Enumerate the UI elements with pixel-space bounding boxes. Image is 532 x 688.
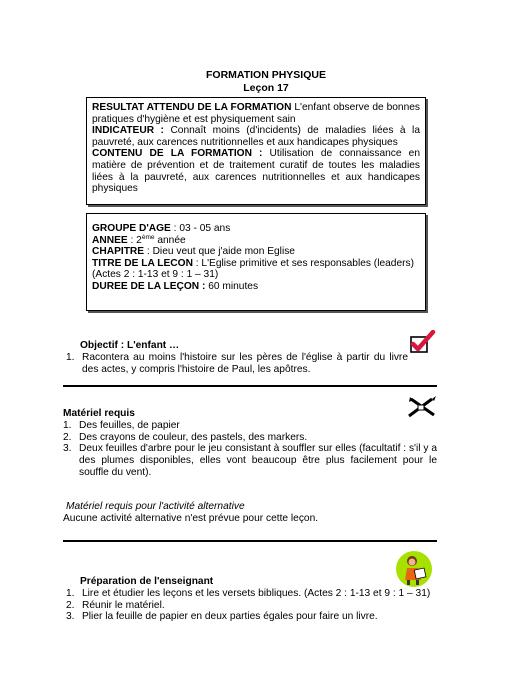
list-number: 2.	[63, 431, 72, 443]
chapitre-line	[92, 246, 420, 258]
list-number: 1.	[66, 351, 75, 363]
list-text: Racontera au moins l'histoire sur les pères de l'église à partir du livre des actes, y compris l'histoire de Paul, les apôtres.	[82, 351, 408, 375]
list-item	[66, 611, 438, 623]
list-item	[66, 600, 438, 612]
list-item	[63, 432, 437, 444]
list-item	[66, 588, 438, 600]
duree-value: 60 minutes	[205, 280, 259, 292]
alternative-section	[63, 501, 437, 525]
info-box	[86, 213, 426, 311]
list-text: Réunir le matériel.	[82, 599, 165, 611]
titre-label: TITRE DE LA LECON	[92, 257, 193, 269]
list-text: Deux feuilles d'arbre pour le jeu consistant à souffler sur elles (facultatif : s'il y a des plumes disponibles, elles vont beaucoup être plus facilement pour le souffle du vent).	[79, 443, 437, 478]
titre-ref: (Actes 2 : 1-13 et 9 : 1 – 31)	[92, 269, 219, 281]
materiel-heading: Matériel requis	[63, 408, 135, 419]
list-number: 3.	[63, 443, 72, 455]
chapitre-label: CHAPITRE	[92, 246, 145, 258]
list-number: 2.	[66, 599, 75, 611]
resultat-paragraph	[92, 102, 420, 125]
chapitre-value: : Dieu veut que j'aide mon Eglise	[144, 246, 295, 258]
materiel-list	[63, 420, 437, 479]
preparation-section	[66, 576, 438, 623]
preparation-heading: Préparation de l'enseignant	[80, 576, 214, 587]
objectif-section	[66, 340, 408, 375]
resultat-text: L'enfant observe de bonnes pratiques d'hygiène et est physiquement sain	[92, 102, 420, 125]
indicateur-label: INDICATEUR :	[92, 125, 164, 137]
preparation-list	[66, 588, 438, 623]
list-text: Des crayons de couleur, des pastels, des markers.	[79, 431, 308, 443]
list-item	[63, 443, 437, 478]
list-item	[66, 352, 408, 376]
resultat-label: RESULTAT ATTENDU DE LA FORMATION	[92, 102, 292, 113]
alternative-text: Aucune activité alternative n'est prévue pour cette leçon.	[63, 512, 319, 524]
list-number: 3.	[66, 611, 75, 623]
page-title: FORMATION PHYSIQUE	[206, 69, 326, 81]
contenu-paragraph	[92, 148, 420, 194]
section-divider	[63, 540, 437, 542]
contenu-label: CONTENU DE LA FORMATION :	[92, 148, 263, 160]
list-number: 1.	[66, 587, 75, 599]
list-text: Plier la feuille de papier en deux parties égales pour faire un livre.	[82, 611, 378, 623]
annee-label: ANNEE	[92, 234, 128, 246]
contenu-text: Utilisation de connaissance en matière de prévention et de traitement curatif de toutes les maladies liées à la pauvreté, aux carences nutritionnelles et aux handicapes physiques	[92, 148, 420, 195]
indicateur-text: Connaît moins (d'incidents) de maladies liées à la pauvreté, aux carences nutritionnelles et aux handicapes physiques	[92, 125, 420, 148]
annee-value-suffix: année	[154, 234, 186, 246]
materiel-section	[63, 408, 437, 479]
indicateur-paragraph	[92, 125, 420, 148]
checkbox-check-icon	[408, 330, 436, 356]
titre-line	[92, 258, 420, 270]
annee-line	[92, 235, 420, 247]
objectif-heading: Objectif : L'enfant …	[80, 340, 180, 351]
list-number: 1.	[63, 419, 72, 431]
annee-sup: ème	[141, 233, 155, 241]
objectif-list	[66, 352, 408, 376]
section-divider	[63, 385, 437, 387]
list-text: Lire et étudier les leçons et les versets bibliques. (Actes 2 : 1-13 et 9 : 1 – 31)	[82, 587, 431, 599]
lesson-number: Leçon 17	[243, 82, 289, 94]
annee-value-prefix: : 2	[127, 234, 142, 246]
groupe-value: : 03 - 05 ans	[170, 223, 231, 234]
list-item	[63, 420, 437, 432]
teacher-reading-icon	[395, 550, 433, 588]
duree-label: DUREE DE LA LEÇON :	[92, 280, 206, 292]
alternative-heading: Matériel requis pour l'activité alternative	[66, 501, 245, 512]
duree-line	[92, 281, 420, 293]
titre-value: : L'Eglise primitive et ses responsables (leaders)	[192, 257, 415, 269]
list-text: Des feuilles, de papier	[79, 419, 180, 431]
groupe-label: GROUPE D'AGE	[92, 223, 171, 234]
result-box	[86, 97, 426, 205]
pencils-icon	[406, 394, 438, 420]
